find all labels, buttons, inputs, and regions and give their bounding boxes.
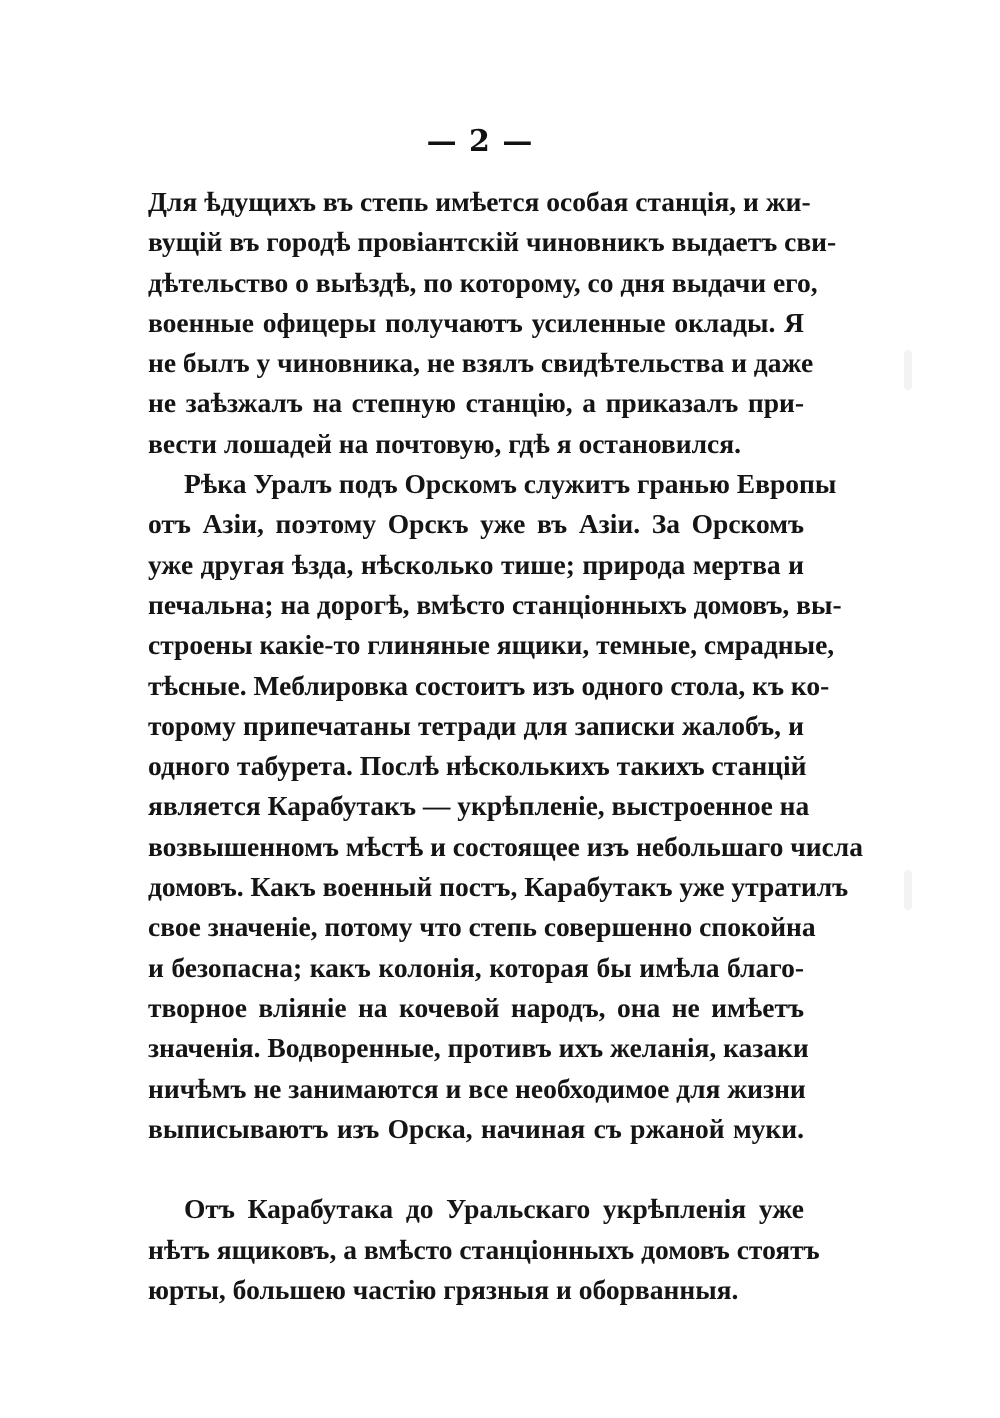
text-line: Для ѣдущихъ въ степь имѣется особая станція, и жи- bbox=[148, 186, 811, 217]
page-number: — 2 — bbox=[426, 124, 534, 159]
text-line: вести лошадей на почтовую, гдѣ я остановился. bbox=[148, 427, 742, 459]
text-line: военные офицеры получаютъ усиленные оклады. Я bbox=[148, 306, 804, 338]
text-line: возвышенномъ мѣстѣ и состоящее изъ небольшаго числа bbox=[148, 830, 863, 862]
text-line: юрты, большею частію грязныя и оборванныя. bbox=[148, 1274, 739, 1306]
page-edge-shadow bbox=[904, 870, 912, 910]
text-line: творное вліяніе на кочевой народъ, она не имѣетъ bbox=[148, 991, 804, 1023]
body-text bbox=[148, 182, 863, 1310]
text-line: уже другая ѣзда, нѣсколько тише; природа мертва и bbox=[148, 548, 804, 580]
paragraph-2 bbox=[148, 464, 863, 1189]
text-line: Отъ Карабутака до Уральскаго укрѣпленія уже bbox=[184, 1193, 804, 1225]
text-line: торому припечатаны тетради для записки жалобъ, и bbox=[148, 709, 804, 741]
text-line: Рѣка Уралъ подъ Орскомъ служитъ гранью Европы bbox=[184, 468, 837, 500]
paragraph-1 bbox=[148, 182, 837, 464]
text-line: одного табурета. Послѣ нѣсколькихъ такихъ станцій bbox=[148, 750, 807, 782]
text-line: ничѣмъ не занимаются и все необходимое для жизни bbox=[148, 1072, 806, 1104]
text-line: строены какіе-то глиняные ящики, темные, смрадные, bbox=[148, 629, 835, 661]
page-edge-shadow bbox=[904, 350, 912, 390]
text-line: является Карабутакъ — укрѣпленіе, выстроенное на bbox=[148, 790, 810, 822]
text-line: вущій въ городѣ провіантскій чиновникъ выдаетъ сви- bbox=[148, 226, 837, 258]
text-line: и безопасна; какъ колонія, которая бы имѣла благо- bbox=[148, 951, 804, 983]
text-line: значенія. Водворенные, противъ ихъ желанія, казаки bbox=[148, 1032, 809, 1064]
text-line: печальна; на дорогѣ, вмѣсто станціонныхъ домовъ, вы- bbox=[148, 588, 842, 620]
text-line: нѣтъ ящиковъ, а вмѣсто станціонныхъ домовъ стоятъ bbox=[148, 1233, 820, 1265]
text-line: дѣтельство о выѣздѣ, по которому, со дня выдачи его, bbox=[148, 266, 818, 298]
text-line: отъ Азіи, поэтому Орскъ уже въ Азіи. За Орскомъ bbox=[148, 508, 804, 540]
text-line: свое значеніе, потому что степь совершенно спокойна bbox=[148, 911, 816, 943]
text-line: не заѣзжалъ на степную станцію, а приказалъ при- bbox=[148, 387, 804, 419]
text-line: тѣсные. Меблировка состоитъ изъ одного стола, къ ко- bbox=[148, 669, 830, 701]
text-line: домовъ. Какъ военный постъ, Карабутакъ уже утратилъ bbox=[148, 871, 849, 903]
paragraph-3 bbox=[148, 1189, 820, 1310]
text-line: выписываютъ изъ Орска, начиная съ ржаной муки. bbox=[148, 1112, 804, 1144]
text-line bbox=[148, 1149, 804, 1189]
text-line: не былъ у чиновника, не взялъ свидѣтельства и даже bbox=[148, 347, 814, 379]
